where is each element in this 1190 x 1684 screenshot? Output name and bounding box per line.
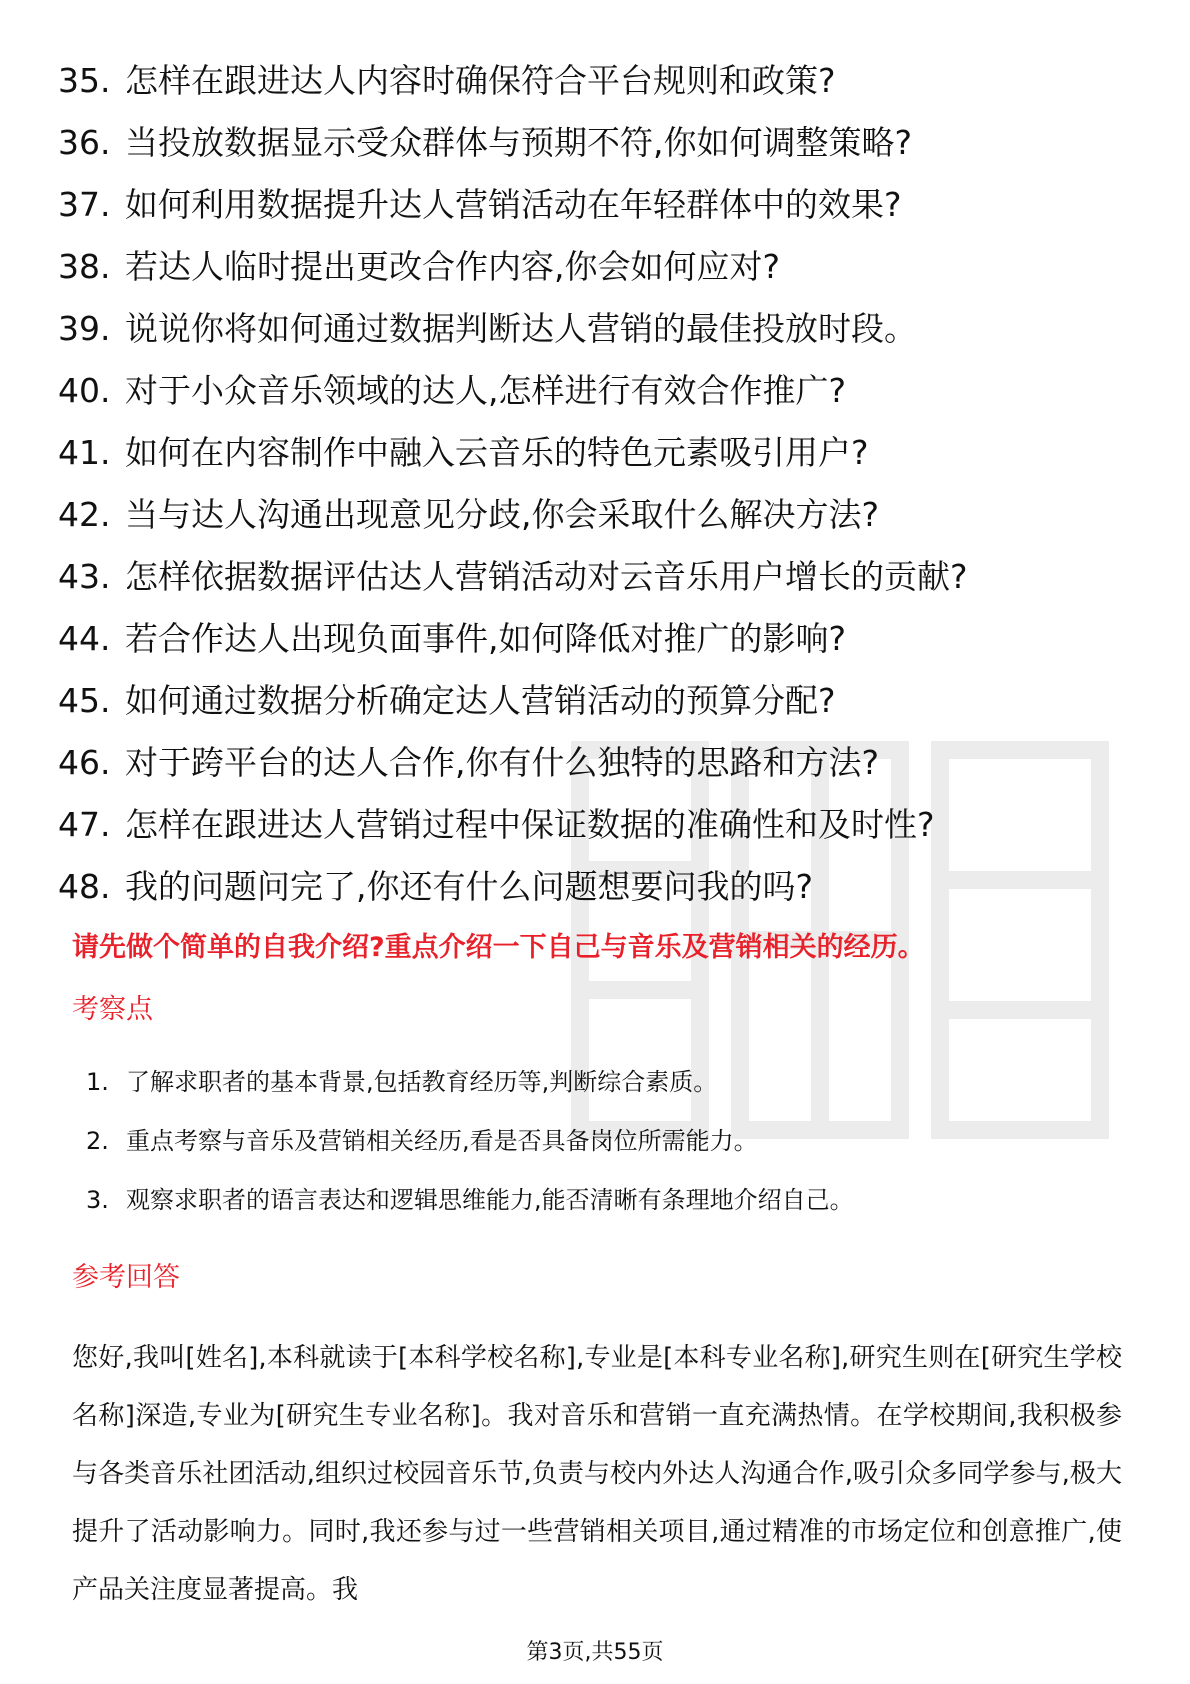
- question-item: [58, 794, 1138, 856]
- kaochadian-heading: 考察点: [72, 994, 153, 1025]
- question-item: [58, 608, 1138, 670]
- question-number: 37.: [58, 185, 111, 224]
- point-item: [86, 1121, 1136, 1180]
- question-list: [58, 50, 1138, 918]
- question-text: 怎样在跟进达人营销过程中保证数据的准确性和及时性?: [125, 805, 935, 844]
- question-text: 当投放数据显示受众群体与预期不符,你如何调整策略?: [125, 123, 913, 162]
- question-item: [58, 174, 1138, 236]
- evaluation-points: [86, 1062, 1136, 1239]
- question-text: 说说你将如何通过数据判断达人营销的最佳投放时段。: [125, 309, 917, 348]
- question-number: 42.: [58, 495, 111, 534]
- question-text: 我的问题问完了,你还有什么问题想要问我的吗?: [125, 867, 814, 906]
- question-text: 对于跨平台的达人合作,你有什么独特的思路和方法?: [125, 743, 880, 782]
- point-item: [86, 1180, 1136, 1239]
- question-text: 怎样在跟进达人内容时确保符合平台规则和政策?: [125, 61, 836, 100]
- point-text: 观察求职者的语言表达和逻辑思维能力,能否清晰有条理地介绍自己。: [126, 1186, 854, 1214]
- question-item: [58, 732, 1138, 794]
- question-item: [58, 546, 1138, 608]
- question-text: 怎样依据数据评估达人营销活动对云音乐用户增长的贡献?: [125, 557, 968, 596]
- question-number: 46.: [58, 743, 111, 782]
- point-item: [86, 1062, 1136, 1121]
- question-number: 43.: [58, 557, 111, 596]
- question-number: 38.: [58, 247, 111, 286]
- question-number: 44.: [58, 619, 111, 658]
- question-number: 36.: [58, 123, 111, 162]
- question-number: 35.: [58, 61, 111, 100]
- question-item: [58, 236, 1138, 298]
- point-text: 了解求职者的基本背景,包括教育经历等,判断综合素质。: [126, 1068, 718, 1096]
- question-item: [58, 50, 1138, 112]
- point-number: 3.: [86, 1186, 109, 1214]
- question-item: [58, 670, 1138, 732]
- point-number: 2.: [86, 1127, 109, 1155]
- page-footer: 第3页,共55页: [526, 1640, 664, 1665]
- question-number: 41.: [58, 433, 111, 472]
- question-number: 48.: [58, 867, 111, 906]
- question-text: 若达人临时提出更改合作内容,你会如何应对?: [125, 247, 781, 286]
- cankao-heading: 参考回答: [72, 1262, 180, 1293]
- question-number: 45.: [58, 681, 111, 720]
- reference-answer: 您好,我叫[姓名],本科就读于[本科学校名称],专业是[本科专业名称],研究生则在[研究生学校名称]深造,专业为[研究生专业名称]。我对音乐和营销一直充满热情。在学校期间,我积极参与各类音乐社团活动,组织过校园音乐节,负责与校内外达人沟通合作,吸引众多同学参与,极大提升了活动影响力。同时,我还参与过一些营销相关项目,通过精准的市场定位和创意推广,使产品关注度显著提高。我: [72, 1343, 1122, 1605]
- question-item: [58, 856, 1138, 918]
- point-text: 重点考察与音乐及营销相关经历,看是否具备岗位所需能力。: [126, 1127, 758, 1155]
- highlight-question: 请先做个简单的自我介绍?重点介绍一下自己与音乐及营销相关的经历。: [72, 932, 925, 963]
- question-item: [58, 422, 1138, 484]
- question-text: 如何通过数据分析确定达人营销活动的预算分配?: [125, 681, 836, 720]
- question-text: 对于小众音乐领域的达人,怎样进行有效合作推广?: [125, 371, 847, 410]
- question-number: 47.: [58, 805, 111, 844]
- question-item: [58, 360, 1138, 422]
- question-number: 40.: [58, 371, 111, 410]
- question-item: [58, 484, 1138, 546]
- question-text: 如何在内容制作中融入云音乐的特色元素吸引用户?: [125, 433, 869, 472]
- question-item: [58, 112, 1138, 174]
- question-item: [58, 298, 1138, 360]
- question-text: 当与达人沟通出现意见分歧,你会采取什么解决方法?: [125, 495, 880, 534]
- point-number: 1.: [86, 1068, 109, 1096]
- question-text: 若合作达人出现负面事件,如何降低对推广的影响?: [125, 619, 847, 658]
- question-text: 如何利用数据提升达人营销活动在年轻群体中的效果?: [125, 185, 902, 224]
- question-number: 39.: [58, 309, 111, 348]
